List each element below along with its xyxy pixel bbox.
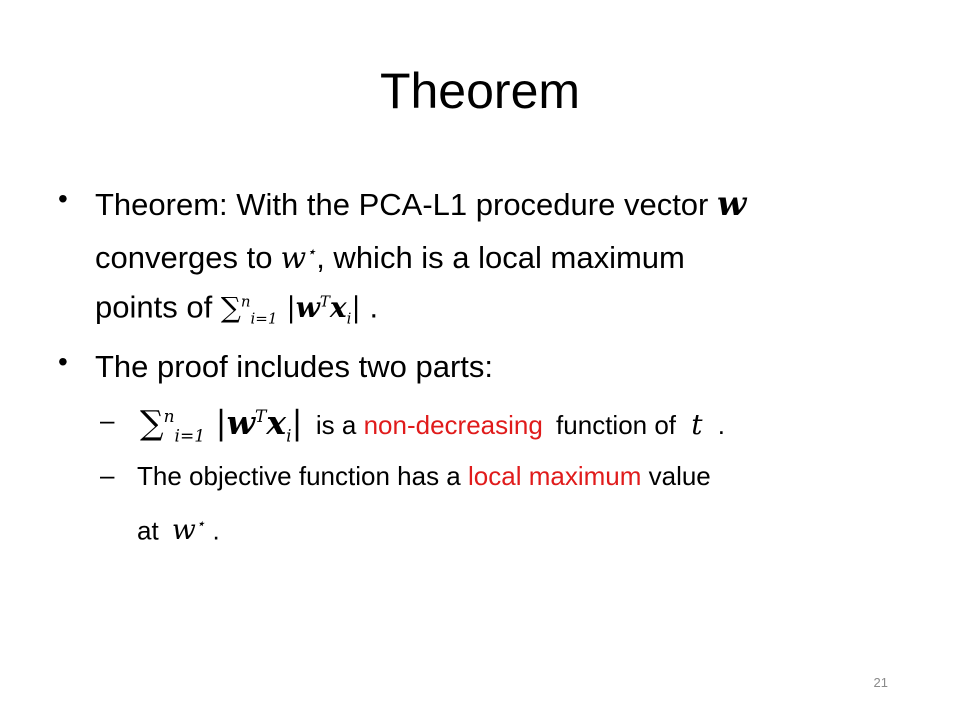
bullet-dot: • <box>58 346 68 377</box>
t-symbol: t <box>691 408 703 441</box>
sub2-end: . <box>212 515 220 546</box>
bullet1-line3-end: . <box>369 289 379 325</box>
dash: – <box>100 460 115 490</box>
sub2-at: at <box>137 515 159 546</box>
bullet-dot: • <box>58 183 68 214</box>
wstar-symbol: w⋆ <box>280 241 317 276</box>
sub2-text-b: value <box>648 461 711 491</box>
sum-formula-small: ∑$^n_{i=1}$ $|w^Tx_i|$ <box>220 291 361 328</box>
bullet1-line1 <box>95 180 746 229</box>
dash: – <box>100 405 115 435</box>
sub2-text-a: The objective function has a <box>137 461 461 491</box>
sum-formula-large: ∑$^n_{i=1}$ $|w^Tx_i|$ <box>140 403 303 447</box>
non-decreasing-text: non-decreasing <box>363 410 543 440</box>
sub2-line2 <box>137 505 220 549</box>
wstar-symbol: w⋆ <box>171 513 206 547</box>
sub1-mid: is a <box>315 410 357 440</box>
bullet1-line2-b: , which is a local maximum <box>316 240 685 275</box>
sub1-line <box>140 398 725 456</box>
slide-title: Theorem <box>379 63 581 119</box>
bullet1-line3-a: points of <box>95 289 213 325</box>
sub1-end: . <box>717 410 725 440</box>
sub1-rest: function of <box>556 410 677 440</box>
bullet2-text: The proof includes two parts: <box>95 349 494 384</box>
page-number: 21 <box>873 675 888 690</box>
sub2-line1 <box>137 457 711 495</box>
w-vector-symbol: w <box>717 184 747 224</box>
bullet1-line3 <box>95 278 378 343</box>
local-maximum-text: local maximum <box>468 461 642 491</box>
bullet1-line2-a: converges to <box>95 240 273 275</box>
bullet1-line1-text: Theorem: With the PCA-L1 procedure vector <box>95 187 709 222</box>
bullet1-line2 <box>95 228 685 283</box>
